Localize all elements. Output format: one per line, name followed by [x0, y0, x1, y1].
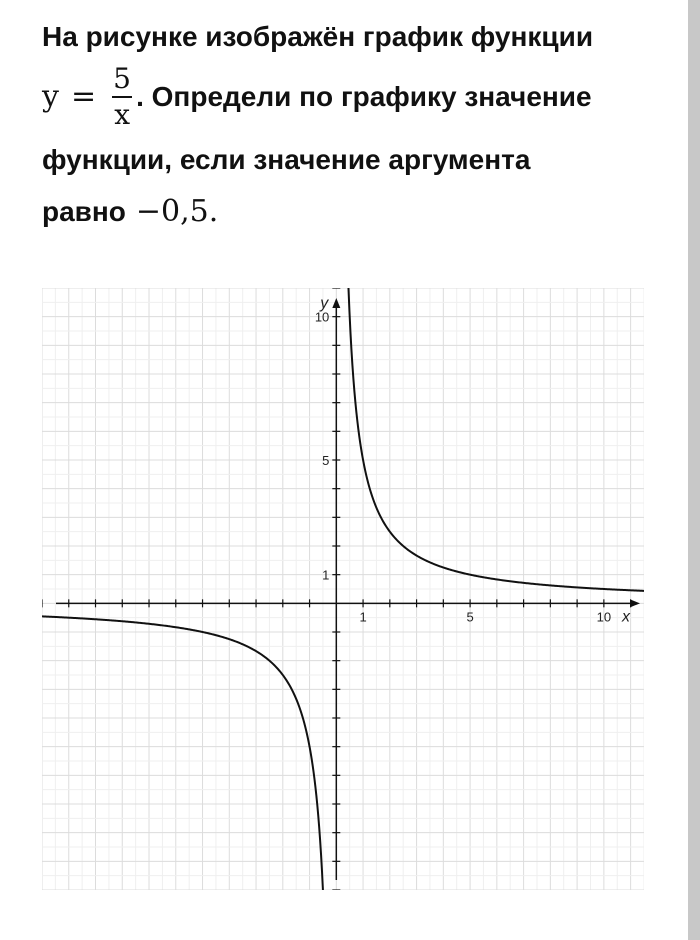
hyperbola-chart [42, 288, 644, 890]
x-tick-label: 10 [596, 609, 612, 625]
y-tick-label: 10 [314, 309, 330, 325]
y-axis-label: y [320, 295, 329, 312]
question-text [42, 14, 652, 238]
x-axis-label: x [622, 608, 630, 626]
y-axis-arrow [332, 298, 340, 308]
argument-value: −0,5 [135, 194, 209, 229]
question-line-3: функции, если значение аргумента [42, 144, 531, 175]
x-tick-label: 1 [359, 609, 367, 625]
question-line-4-text: равно [42, 196, 126, 227]
equals-sign: = [70, 79, 97, 114]
x-axis-arrow [630, 599, 640, 607]
fraction [112, 64, 132, 130]
hyperbola-branch-positive [348, 288, 644, 591]
y-tick-label: 5 [322, 453, 330, 468]
question-line-2 [42, 60, 652, 134]
y-tick-label: 1 [322, 567, 330, 583]
hyperbola-branch-negative [42, 616, 323, 890]
fraction-numerator: 5 [113, 62, 131, 95]
question-line-2-text: . Определи по графику значение [136, 81, 592, 112]
question-line-4 [42, 186, 652, 238]
scrollbar[interactable] [688, 0, 700, 940]
period: . [208, 194, 219, 229]
x-tick-label: 5 [466, 609, 474, 625]
question-line-1: На рисунке изображён график функции [42, 21, 594, 52]
fraction-denominator: x [114, 98, 130, 131]
chart-svg [42, 288, 644, 890]
y-variable: y [42, 79, 59, 114]
